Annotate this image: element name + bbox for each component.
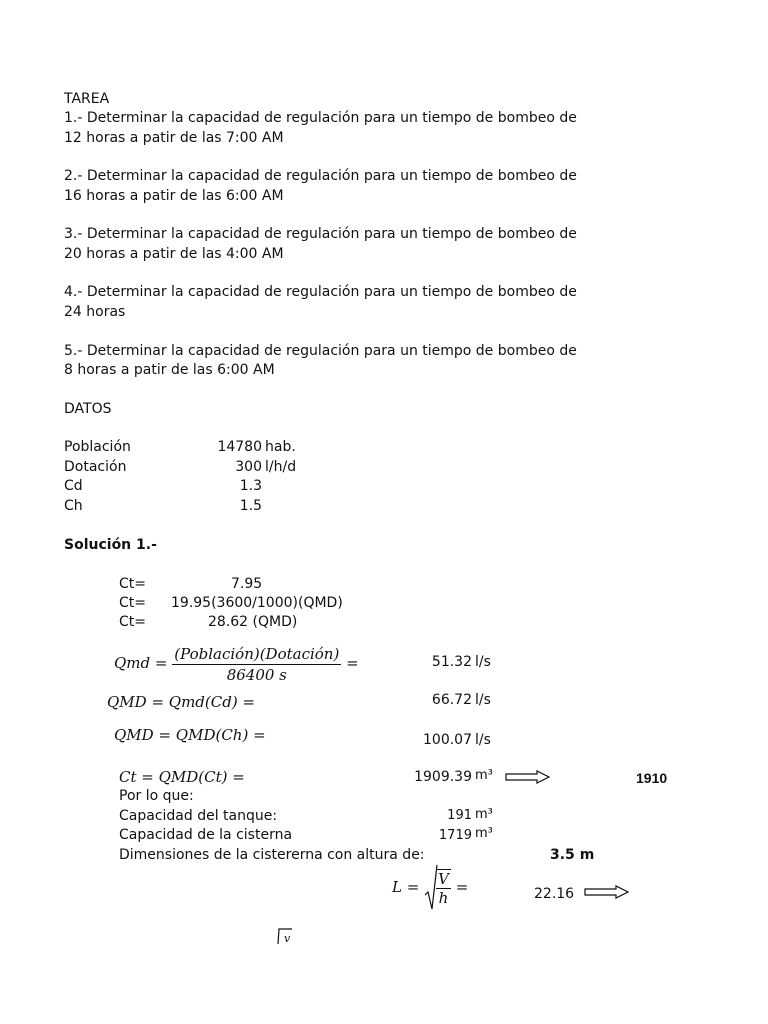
ct-label-2: Ct=	[119, 595, 146, 611]
dimensiones-unit: m	[579, 847, 595, 863]
qmd-formula	[114, 642, 359, 685]
dimensiones-number: 3.5	[550, 847, 575, 863]
ct-calc-formula: Ct = QMD(Ct) =	[119, 768, 245, 786]
datos-label-poblacion: Población	[64, 439, 131, 455]
datos-unit-dotacion: l/h/d	[265, 459, 297, 475]
ct-value-1: 7.95	[231, 576, 263, 592]
qmd-cd-unit: l/s	[475, 692, 491, 708]
datos-label-ch: Ch	[64, 498, 83, 514]
task-4-line2: 24 horas	[64, 304, 126, 320]
doc-title: TAREA	[64, 91, 110, 107]
cisterna-value: 1719	[438, 828, 472, 843]
ct-value-3: 28.62 (QMD)	[208, 614, 298, 630]
dimensiones-value	[550, 846, 594, 864]
datos-value-cd: 1.3	[239, 478, 262, 494]
datos-label-dotacion: Dotación	[64, 459, 127, 475]
ct-arrow-icon	[505, 770, 551, 784]
sqrt-fragment-icon	[276, 926, 296, 944]
tanque-value: 191	[447, 808, 472, 823]
ct-calc-unit: m³	[475, 768, 493, 783]
datos-heading: DATOS	[64, 401, 112, 417]
qmd-ch-unit: l/s	[475, 732, 491, 748]
L-formula	[392, 862, 468, 914]
task-2-line2: 16 horas a patir de las 6:00 AM	[64, 188, 284, 204]
qmd-lhs: Qmd =	[114, 654, 168, 672]
qmd-ch-formula: QMD = QMD(Ch) =	[114, 726, 266, 744]
ct-calc-value: 1909.39	[414, 769, 472, 785]
datos-value-ch: 1.5	[239, 498, 262, 514]
ct-value-2: 19.95(3600/1000)(QMD)	[171, 595, 343, 611]
task-3-line1: 3.- Determinar la capacidad de regulación para un tiempo de bombeo de	[64, 226, 577, 242]
cisterna-label: Capacidad de la cisterna	[119, 827, 293, 843]
dimensiones-label: Dimensiones de la cistererna con altura de:	[119, 847, 425, 863]
task-5-line2: 8 horas a patir de las 6:00 AM	[64, 362, 275, 378]
task-1-line2: 12 horas a patir de las 7:00 AM	[64, 130, 284, 146]
qmd-value: 51.32	[431, 654, 472, 670]
solucion-heading: Solución 1.-	[64, 537, 157, 553]
L-lhs: L =	[392, 878, 420, 896]
task-4-line1: 4.- Determinar la capacidad de regulación para un tiempo de bombeo de	[64, 284, 577, 300]
qmd-eq: =	[346, 654, 359, 672]
L-numerator: V	[438, 870, 449, 888]
tanque-unit: m³	[475, 807, 493, 822]
tanque-label: Capacidad del tanque:	[119, 808, 278, 824]
qmd-denominator: 86400 s	[226, 665, 287, 684]
qmd-cd-value: 66.72	[431, 692, 472, 708]
L-denominator: h	[438, 889, 449, 907]
datos-label-cd: Cd	[64, 478, 83, 494]
svg-text:v: v	[284, 932, 291, 944]
task-1-line1: 1.- Determinar la capacidad de regulación para un tiempo de bombeo de	[64, 110, 577, 126]
qmd-ch-value: 100.07	[423, 732, 472, 748]
por-lo-que: Por lo que:	[119, 788, 194, 804]
L-value: 22.16	[534, 886, 575, 902]
datos-value-dotacion: 300	[235, 459, 262, 475]
qmd-fraction	[172, 644, 341, 685]
task-3-line2: 20 horas a patir de las 4:00 AM	[64, 246, 284, 262]
qmd-unit: l/s	[475, 654, 491, 670]
ct-calc-result: 1910	[636, 770, 668, 786]
task-5-line1: 5.- Determinar la capacidad de regulación para un tiempo de bombeo de	[64, 343, 577, 359]
cisterna-unit: m³	[475, 826, 493, 841]
datos-unit-poblacion: hab.	[265, 439, 296, 455]
L-arrow-icon	[584, 885, 630, 899]
qmd-numerator: (Población)(Dotación)	[174, 644, 340, 663]
L-eq: =	[455, 878, 469, 896]
ct-label-3: Ct=	[119, 614, 146, 630]
datos-value-poblacion: 14780	[217, 439, 262, 455]
task-2-line1: 2.- Determinar la capacidad de regulación para un tiempo de bombeo de	[64, 168, 577, 184]
L-fraction	[436, 869, 451, 907]
ct-label-1: Ct=	[119, 576, 146, 592]
qmd-cd-formula: QMD = Qmd(Cd) =	[107, 693, 256, 711]
